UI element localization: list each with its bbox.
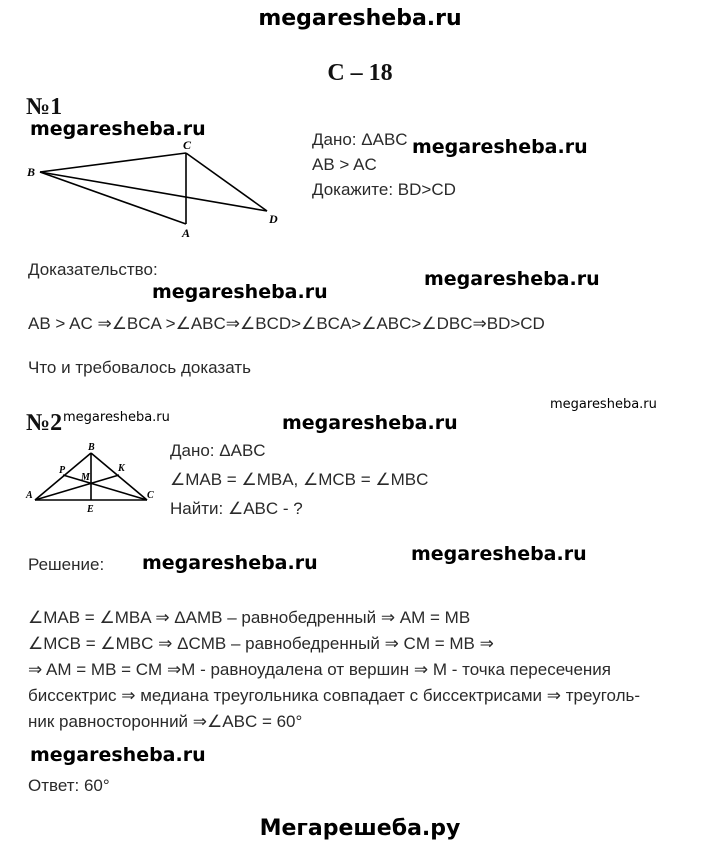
label-k: K xyxy=(118,463,125,474)
qed-text: Что и требовалось доказать xyxy=(28,358,251,377)
label-a: A xyxy=(182,226,191,240)
answer-text: Ответ: 60° xyxy=(28,776,110,795)
given-1-line-2: AB > AC xyxy=(312,155,377,174)
given-1-line-1: Дано: ΔABC xyxy=(312,130,408,149)
watermark: megaresheba.ru xyxy=(152,281,328,303)
watermark: megaresheba.ru xyxy=(63,410,170,425)
label-b: B xyxy=(27,165,36,179)
proof-line: AB > AC ⇒∠BCA >∠ABC⇒∠BCD>∠BCA>∠ABC>∠DBC⇒BD>CD xyxy=(28,314,545,333)
label-c: C xyxy=(147,490,154,501)
problem-1-number: №1 xyxy=(26,94,63,120)
solution-label: Решение: xyxy=(28,555,105,574)
section-title: С – 18 xyxy=(327,60,393,86)
label-e: E xyxy=(87,504,94,515)
solution-line-3: ⇒ AM = MB = CM ⇒M - равноудалена от вершин ⇒ M - точка пересечения xyxy=(28,660,611,679)
solution-line-4: биссектрис ⇒ медиана треугольника совпадает с биссектрисами ⇒ треуголь- xyxy=(28,686,641,705)
label-p: P xyxy=(59,465,66,476)
given-1-line-3: Докажите: BD>CD xyxy=(312,180,456,199)
given-2-line-2: ∠MAB = ∠MBA, ∠MCB = ∠MBC xyxy=(170,470,429,489)
watermark: megaresheba.ru xyxy=(550,397,657,412)
label-c: C xyxy=(183,138,192,152)
segment-cd xyxy=(186,153,267,211)
watermark: megaresheba.ru xyxy=(424,268,600,290)
watermark: megaresheba.ru xyxy=(30,744,206,766)
solution-line-2: ∠MCB = ∠MBC ⇒ ΔCMB – равнобедренный ⇒ CM = MB ⇒ xyxy=(28,634,494,653)
watermark: megaresheba.ru xyxy=(30,118,206,140)
segment-bc xyxy=(40,153,186,172)
watermark: megaresheba.ru xyxy=(282,412,458,434)
watermark: megaresheba.ru xyxy=(142,552,318,574)
segment-ba xyxy=(40,172,186,224)
footer-brand: Мегарешеба.ру xyxy=(259,816,461,841)
label-m: M xyxy=(81,472,90,483)
problem-1-figure xyxy=(25,136,290,241)
label-b: B xyxy=(88,442,95,453)
proof-label: Доказательство: xyxy=(28,260,158,279)
watermark: megaresheba.ru xyxy=(412,136,588,158)
segment-bc xyxy=(91,453,147,500)
watermark: megaresheba.ru xyxy=(411,543,587,565)
label-d: D xyxy=(269,212,278,226)
problem-2-number: №2 xyxy=(26,410,63,436)
solution-line-1: ∠MAB = ∠MBA ⇒ ΔAMB – равнобедренный ⇒ AM = MB xyxy=(28,608,471,627)
site-header: megaresheba.ru xyxy=(258,6,462,31)
label-a: A xyxy=(26,490,33,501)
problem-2-figure xyxy=(25,440,160,515)
solution-line-5: ник равносторонний ⇒∠ABC = 60° xyxy=(28,712,303,731)
segment-bd xyxy=(40,172,267,211)
given-2-line-1: Дано: ΔABC xyxy=(170,441,266,460)
given-2-line-3: Найти: ∠ABC - ? xyxy=(170,499,303,518)
